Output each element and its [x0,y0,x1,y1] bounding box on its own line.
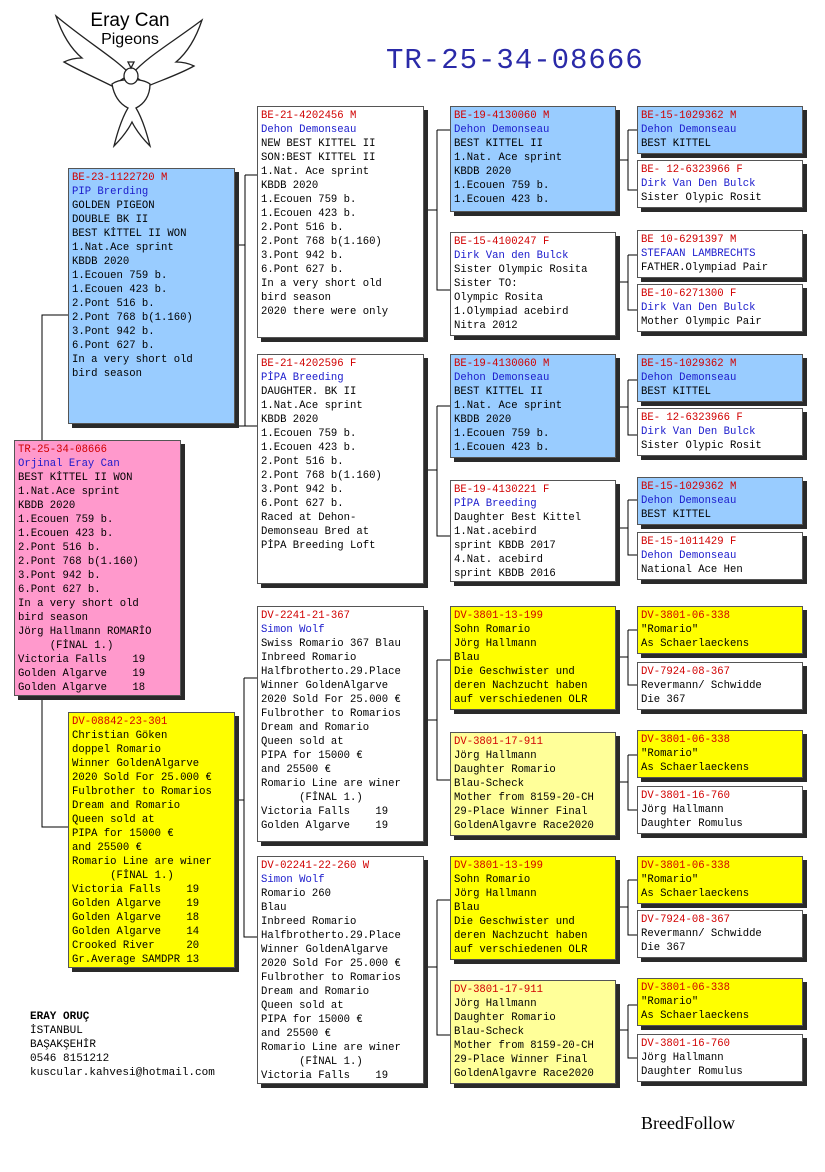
pedigree-line: 2.Pont 516 b. [261,222,344,234]
pedigree-line: In a very short old [261,278,382,290]
pedigree-line: bird season [72,368,142,380]
pedigree-line: PIPA for 15000 € [261,750,363,762]
pedigree-line: Gr.Average SAMDPR 13 [72,954,200,966]
ring-number: DV-3801-17-911 [454,984,544,996]
breeder-name: STEFAAN LAMBRECHTS [641,248,756,260]
dam-dam-pigeon [257,856,424,1084]
ring-number: DV-3801-06-338 [641,610,731,622]
ancestor-9 [637,606,803,654]
ring-number: DV-3801-16-760 [641,1038,731,1050]
pedigree-line: Inbreed Romario [261,916,357,928]
owner-contact [30,1010,215,1080]
pedigree-line: As Schaerlaeckens [641,638,750,650]
pedigree-line: BEST KITTEL [641,138,711,150]
pedigree-line: Dream and Romario [261,722,370,734]
pedigree-line: sprint KBDB 2016 [454,568,556,580]
pedigree-line: Daughter Romario [454,764,556,776]
ancestor-13 [637,856,803,904]
pedigree-line: FATHER.Olympiad Pair [641,262,769,274]
breeder-name: Dirk Van Den Bulck [641,178,756,190]
ring-number: DV-7924-08-367 [641,914,731,926]
pedigree-line: 1.Ecouen 759 b. [261,428,357,440]
pedigree-line: Golden Algarve 18 [72,912,200,924]
ancestor-6 [637,408,803,456]
pedigree-line: 1.Nat.Ace sprint [18,486,120,498]
ring-number: DV-3801-06-338 [641,860,731,872]
pedigree-line: Golden Algarve 19 [261,820,389,832]
pedigree-line: As Schaerlaeckens [641,888,750,900]
owner-phone: 0546 8151212 [30,1053,110,1065]
pedigree-line: 1.Ecouen 423 b. [454,194,550,206]
great-grandparent-7 [450,856,616,960]
pedigree-line: Winner GoldenAlgarve [72,758,200,770]
pedigree-line: and 25500 € [72,842,142,854]
breeder-name: Dirk Van Den Bulck [641,302,756,314]
pedigree-line: Mother from 8159-20-CH [454,792,594,804]
sire-sire-pigeon [257,106,424,338]
ring-number: DV-3801-06-338 [641,734,731,746]
pedigree-line: Victoria Falls 19 [261,1070,389,1082]
ancestor-2 [637,160,803,208]
ring-number: BE-23-1122720 M [72,172,168,184]
pedigree-line: KBDB 2020 [454,166,512,178]
pedigree-line: and 25500 € [261,764,331,776]
ring-number: BE-19-4130060 M [454,110,550,122]
owner-name: ERAY ORUÇ [30,1011,90,1023]
owner-district: BAŞAKŞEHİR [30,1039,97,1051]
ring-number: BE-15-1029362 M [641,358,737,370]
ancestor-8 [637,532,803,580]
ring-number: BE-15-1011429 F [641,536,737,548]
ring-number: DV-3801-16-760 [641,790,731,802]
pedigree-line: Jörg Hallmann ROMARİO [18,626,152,638]
pedigree-line: BEST KİTTEL II WON [72,228,187,240]
pedigree-line: 29-Place Winner Final [454,806,588,818]
pedigree-line: 1.Ecouen 423 b. [72,284,168,296]
pedigree-line: doppel Romario [72,744,162,756]
pedigree-line: Winner GoldenAlgarve [261,944,389,956]
ancestor-11 [637,730,803,778]
breeder-name: Dirk Van Den Bulck [641,426,756,438]
pedigree-line: Golden Algarve 14 [72,926,200,938]
pedigree-line: Swiss Romario 367 Blau [261,638,401,650]
pedigree-line: 1.Ecouen 759 b. [261,194,357,206]
pedigree-line: BEST KITTEL [641,509,711,521]
ring-number: DV-2241-21-367 [261,610,351,622]
pedigree-line: "Romario" [641,874,699,886]
pedigree-line: Nitra 2012 [454,320,518,332]
ring-number: BE-15-1029362 M [641,481,737,493]
pedigree-line: 2.Pont 768 b(1.160) [261,236,382,248]
ancestor-10 [637,662,803,710]
pedigree-line: KBDB 2020 [261,180,319,192]
pedigree-line: 1.Ecouen 423 b. [261,208,357,220]
breeder-name: Orjinal Eray Can [18,458,120,470]
ancestor-12 [637,786,803,834]
pedigree-line: KBDB 2020 [18,500,76,512]
pedigree-line: 1.Ecouen 423 b. [454,442,550,454]
pedigree-line: sprint KBDB 2017 [454,540,556,552]
great-grandparent-4 [450,480,616,582]
pedigree-line: 1.Olympiad acebird [454,306,569,318]
pedigree-line: 1.Nat. Ace sprint [454,152,563,164]
great-grandparent-3 [450,354,616,458]
pedigree-line: Daughter Romulus [641,1066,743,1078]
breeder-name: Dehon Demonseau [454,372,550,384]
page-title: TR-25-34-08666 [386,44,644,77]
pedigree-line: Revermann/ Schwidde [641,680,762,692]
pedigree-line: Jörg Hallmann [454,750,537,762]
pedigree-line: Olympic Rosita [454,292,544,304]
pedigree-line: Fulbrother to Romarios [261,972,401,984]
pedigree-line: Romario Line are winer [72,856,212,868]
pedigree-line: Daughter Best Kittel [454,512,582,524]
ring-number: DV-7924-08-367 [641,666,731,678]
pedigree-line: Jörg Hallmann [641,804,724,816]
pedigree-line: deren Nachzucht haben [454,930,588,942]
pedigree-line: Die Geschwister und [454,666,575,678]
pedigree-line: Romario Line are winer [261,1042,401,1054]
ring-number: BE-19-4130060 M [454,358,550,370]
ancestor-4 [637,284,803,332]
pedigree-line: In a very short old [72,354,193,366]
pedigree-line: bird season [261,292,331,304]
pedigree-line: Fulbrother to Romarios [261,708,401,720]
pedigree-line: Halfbrotherto.29.Place [261,666,401,678]
breeder-name: Dehon Demonseau [641,495,737,507]
ring-number: BE-15-1029362 M [641,110,737,122]
pedigree-line: Victoria Falls 19 [261,806,389,818]
breeder-name: Dirk Van den Bulck [454,250,569,262]
ring-number: DV-3801-13-199 [454,610,544,622]
pedigree-line: 6.Pont 627 b. [261,264,344,276]
ring-number: BE- 12-6323966 F [641,412,743,424]
ring-number: BE-15-4100247 F [454,236,550,248]
pedigree-line: 2.Pont 516 b. [18,542,101,554]
ring-number: TR-25-34-08666 [18,444,108,456]
pedigree-line: and 25500 € [261,1028,331,1040]
pedigree-line: Romario Line are winer [261,778,401,790]
sire-dam-pigeon [257,354,424,584]
breeder-name: Dehon Demonseau [641,124,737,136]
pedigree-line: auf verschiedenen OLR [454,944,588,956]
ring-number: DV-02241-22-260 W [261,860,370,872]
pedigree-line: (FİNAL 1.) [72,870,174,882]
pedigree-line: 2.Pont 768 b(1.160) [261,470,382,482]
pedigree-line: Revermann/ Schwidde [641,928,762,940]
pedigree-line: 3.Pont 942 b. [18,570,101,582]
pedigree-line: GoldenAlgavre Race2020 [454,820,594,832]
pedigree-line: KBDB 2020 [72,256,130,268]
pedigree-line: Winner GoldenAlgarve [261,680,389,692]
pedigree-line: "Romario" [641,624,699,636]
pedigree-line: Jörg Hallmann [454,638,537,650]
ancestor-7 [637,477,803,525]
pedigree-line: Sister Olypic Rosit [641,440,762,452]
pedigree-line: Sohn Romario [454,874,531,886]
pedigree-line: Blau [454,652,480,664]
pedigree-line: GOLDEN PIGEON [72,200,155,212]
pedigree-line: Die Geschwister und [454,916,575,928]
pedigree-line: Mother Olympic Pair [641,316,762,328]
breeder-name: PİPA Breeding [454,498,537,510]
ancestor-15 [637,978,803,1026]
breeder-name: PİPA Breeding [261,372,344,384]
pedigree-line: BEST KİTTEL II WON [18,472,133,484]
pedigree-line: Blau-Scheck [454,1026,524,1038]
breeder-name: Simon Wolf [261,874,325,886]
pedigree-line: Crooked River 20 [72,940,200,952]
ring-number: DV-08842-23-301 [72,716,168,728]
logo-line1: Eray Can [90,10,170,31]
pedigree-line: "Romario" [641,996,699,1008]
pedigree-line: National Ace Hen [641,564,743,576]
pedigree-line: Die 367 [641,942,686,954]
pedigree-line: 2020 Sold For 25.000 € [72,772,212,784]
pedigree-line: Romario 260 [261,888,331,900]
pedigree-line: 3.Pont 942 b. [72,326,155,338]
pedigree-line: Dream and Romario [72,800,181,812]
ring-number: DV-3801-17-911 [454,736,544,748]
pedigree-line: Victoria Falls 19 [18,654,146,666]
ring-number: BE 10-6291397 M [641,234,737,246]
ring-number: BE-10-6271300 F [641,288,737,300]
pedigree-line: Daughter Romario [454,1012,556,1024]
breeder-name: Dehon Demonseau [454,124,550,136]
ring-number: BE-21-4202456 M [261,110,357,122]
pedigree-line: DOUBLE BK II [72,214,149,226]
pedigree-line: Jörg Hallmann [454,998,537,1010]
pedigree-line: Sohn Romario [454,624,531,636]
pedigree-line: NEW BEST KITTEL II [261,138,376,150]
pedigree-line: Demonseau Bred at [261,526,370,538]
pedigree-line: Queen sold at [261,1000,344,1012]
pedigree-line: (FİNAL 1.) [261,792,363,804]
pedigree-line: Fulbrother to Romarios [72,786,212,798]
pedigree-line: PIPA for 15000 € [261,1014,363,1026]
pedigree-line: 6.Pont 627 b. [261,498,344,510]
breeder-name: Dehon Demonseau [641,372,737,384]
pedigree-line: PIPA for 15000 € [72,828,174,840]
pedigree-line: Sister TO: [454,278,518,290]
ring-number: DV-3801-13-199 [454,860,544,872]
pedigree-line: SON:BEST KITTEL II [261,152,376,164]
ancestor-14 [637,910,803,958]
sire-pigeon [68,168,235,424]
pedigree-line: 29-Place Winner Final [454,1054,588,1066]
pedigree-line: 4.Nat. acebird [454,554,544,566]
pedigree-line: Jörg Hallmann [454,888,537,900]
subject-pigeon [14,440,181,696]
great-grandparent-1 [450,106,616,212]
pedigree-line: Blau [261,902,287,914]
ring-number: DV-3801-06-338 [641,982,731,994]
pedigree-line: "Romario" [641,748,699,760]
pedigree-line: Sister Olympic Rosita [454,264,588,276]
great-grandparent-2 [450,232,616,336]
pedigree-line: As Schaerlaeckens [641,762,750,774]
great-grandparent-8 [450,980,616,1084]
pedigree-line: PİPA Breeding Loft [261,540,376,552]
pedigree-line: Mother from 8159-20-CH [454,1040,594,1052]
pedigree-line: bird season [18,612,88,624]
pedigree-line: 2020 Sold For 25.000 € [261,694,401,706]
pedigree-line: 1.Nat. Ace sprint [454,400,563,412]
pedigree-line: Die 367 [641,694,686,706]
pedigree-line: KBDB 2020 [261,414,319,426]
pedigree-line: 1.Nat.acebird [454,526,537,538]
pedigree-line: 1.Ecouen 759 b. [72,270,168,282]
pedigree-line: Golden Algarve 19 [72,898,200,910]
pedigree-line: Blau [454,902,480,914]
pedigree-line: 2.Pont 768 b(1.160) [18,556,139,568]
pedigree-line: (FİNAL 1.) [261,1056,363,1068]
pedigree-line: Golden Algarve 18 [18,682,146,694]
pedigree-line: 1.Ecouen 423 b. [261,442,357,454]
great-grandparent-5 [450,606,616,710]
owner-city: İSTANBUL [30,1025,83,1037]
dam-pigeon [68,712,235,968]
ancestor-16 [637,1034,803,1082]
pedigree-line: Queen sold at [72,814,155,826]
pedigree-line: Sister Olypic Rosit [641,192,762,204]
pedigree-line: 6.Pont 627 b. [18,584,101,596]
pedigree-line: DAUGHTER. BK II [261,386,357,398]
ring-number: BE-19-4130221 F [454,484,550,496]
pedigree-line: Inbreed Romario [261,652,357,664]
pedigree-line: BEST KITTEL II [454,138,544,150]
pedigree-line: (FİNAL 1.) [18,640,114,652]
ancestor-1 [637,106,803,154]
pedigree-line: Dream and Romario [261,986,370,998]
pedigree-line: Daughter Romulus [641,818,743,830]
pedigree-line: Blau-Scheck [454,778,524,790]
pedigree-line: 3.Pont 942 b. [261,250,344,262]
dam-sire-pigeon [257,606,424,842]
logo-line2: Pigeons [101,31,159,48]
pedigree-line: 1.Nat.Ace sprint [72,242,174,254]
pedigree-line: 1.Ecouen 759 b. [454,180,550,192]
pedigree-line: BEST KITTEL [641,386,711,398]
pedigree-line: Raced at Dehon- [261,512,357,524]
breeder-name: Dehon Demonseau [641,550,737,562]
pedigree-line: 6.Pont 627 b. [72,340,155,352]
pedigree-line: Victoria Falls 19 [72,884,200,896]
pedigree-line: BEST KITTEL II [454,386,544,398]
ring-number: BE-21-4202596 F [261,358,357,370]
pedigree-line: 2.Pont 516 b. [261,456,344,468]
brand-label: BreedFollow [641,1113,735,1133]
great-grandparent-6 [450,732,616,836]
pedigree-line: As Schaerlaeckens [641,1010,750,1022]
pedigree-line: Golden Algarve 19 [18,668,146,680]
ancestor-5 [637,354,803,402]
pedigree-line: GoldenAlgavre Race2020 [454,1068,594,1080]
pedigree-line: KBDB 2020 [454,414,512,426]
breeder-name: Simon Wolf [261,624,325,636]
pedigree-line: Halfbrotherto.29.Place [261,930,401,942]
pedigree-line: deren Nachzucht haben [454,680,588,692]
pedigree-line: In a very short old [18,598,139,610]
pedigree-line: 1.Ecouen 423 b. [18,528,114,540]
breeder-name: Dehon Demonseau [261,124,357,136]
owner-email: kuscular.kahvesi@hotmail.com [30,1067,215,1079]
pedigree-line: 2.Pont 516 b. [72,298,155,310]
pedigree-line: Christian Göken [72,730,168,742]
ring-number: BE- 12-6323966 F [641,164,743,176]
pedigree-line: 1.Nat.Ace sprint [261,400,363,412]
pedigree-line: 1.Nat. Ace sprint [261,166,370,178]
pedigree-line: Queen sold at [261,736,344,748]
pedigree-line: 2.Pont 768 b(1.160) [72,312,193,324]
pedigree-line: 1.Ecouen 759 b. [18,514,114,526]
pedigree-line: 3.Pont 942 b. [261,484,344,496]
pedigree-line: auf verschiedenen OLR [454,694,588,706]
breeder-name: PIP Brerding [72,186,149,198]
logo [52,4,207,152]
pedigree-line: 1.Ecouen 759 b. [454,428,550,440]
pedigree-line: Jörg Hallmann [641,1052,724,1064]
pedigree-line: 2020 there were only [261,306,389,318]
pedigree-line: 2020 Sold For 25.000 € [261,958,401,970]
ancestor-3 [637,230,803,278]
